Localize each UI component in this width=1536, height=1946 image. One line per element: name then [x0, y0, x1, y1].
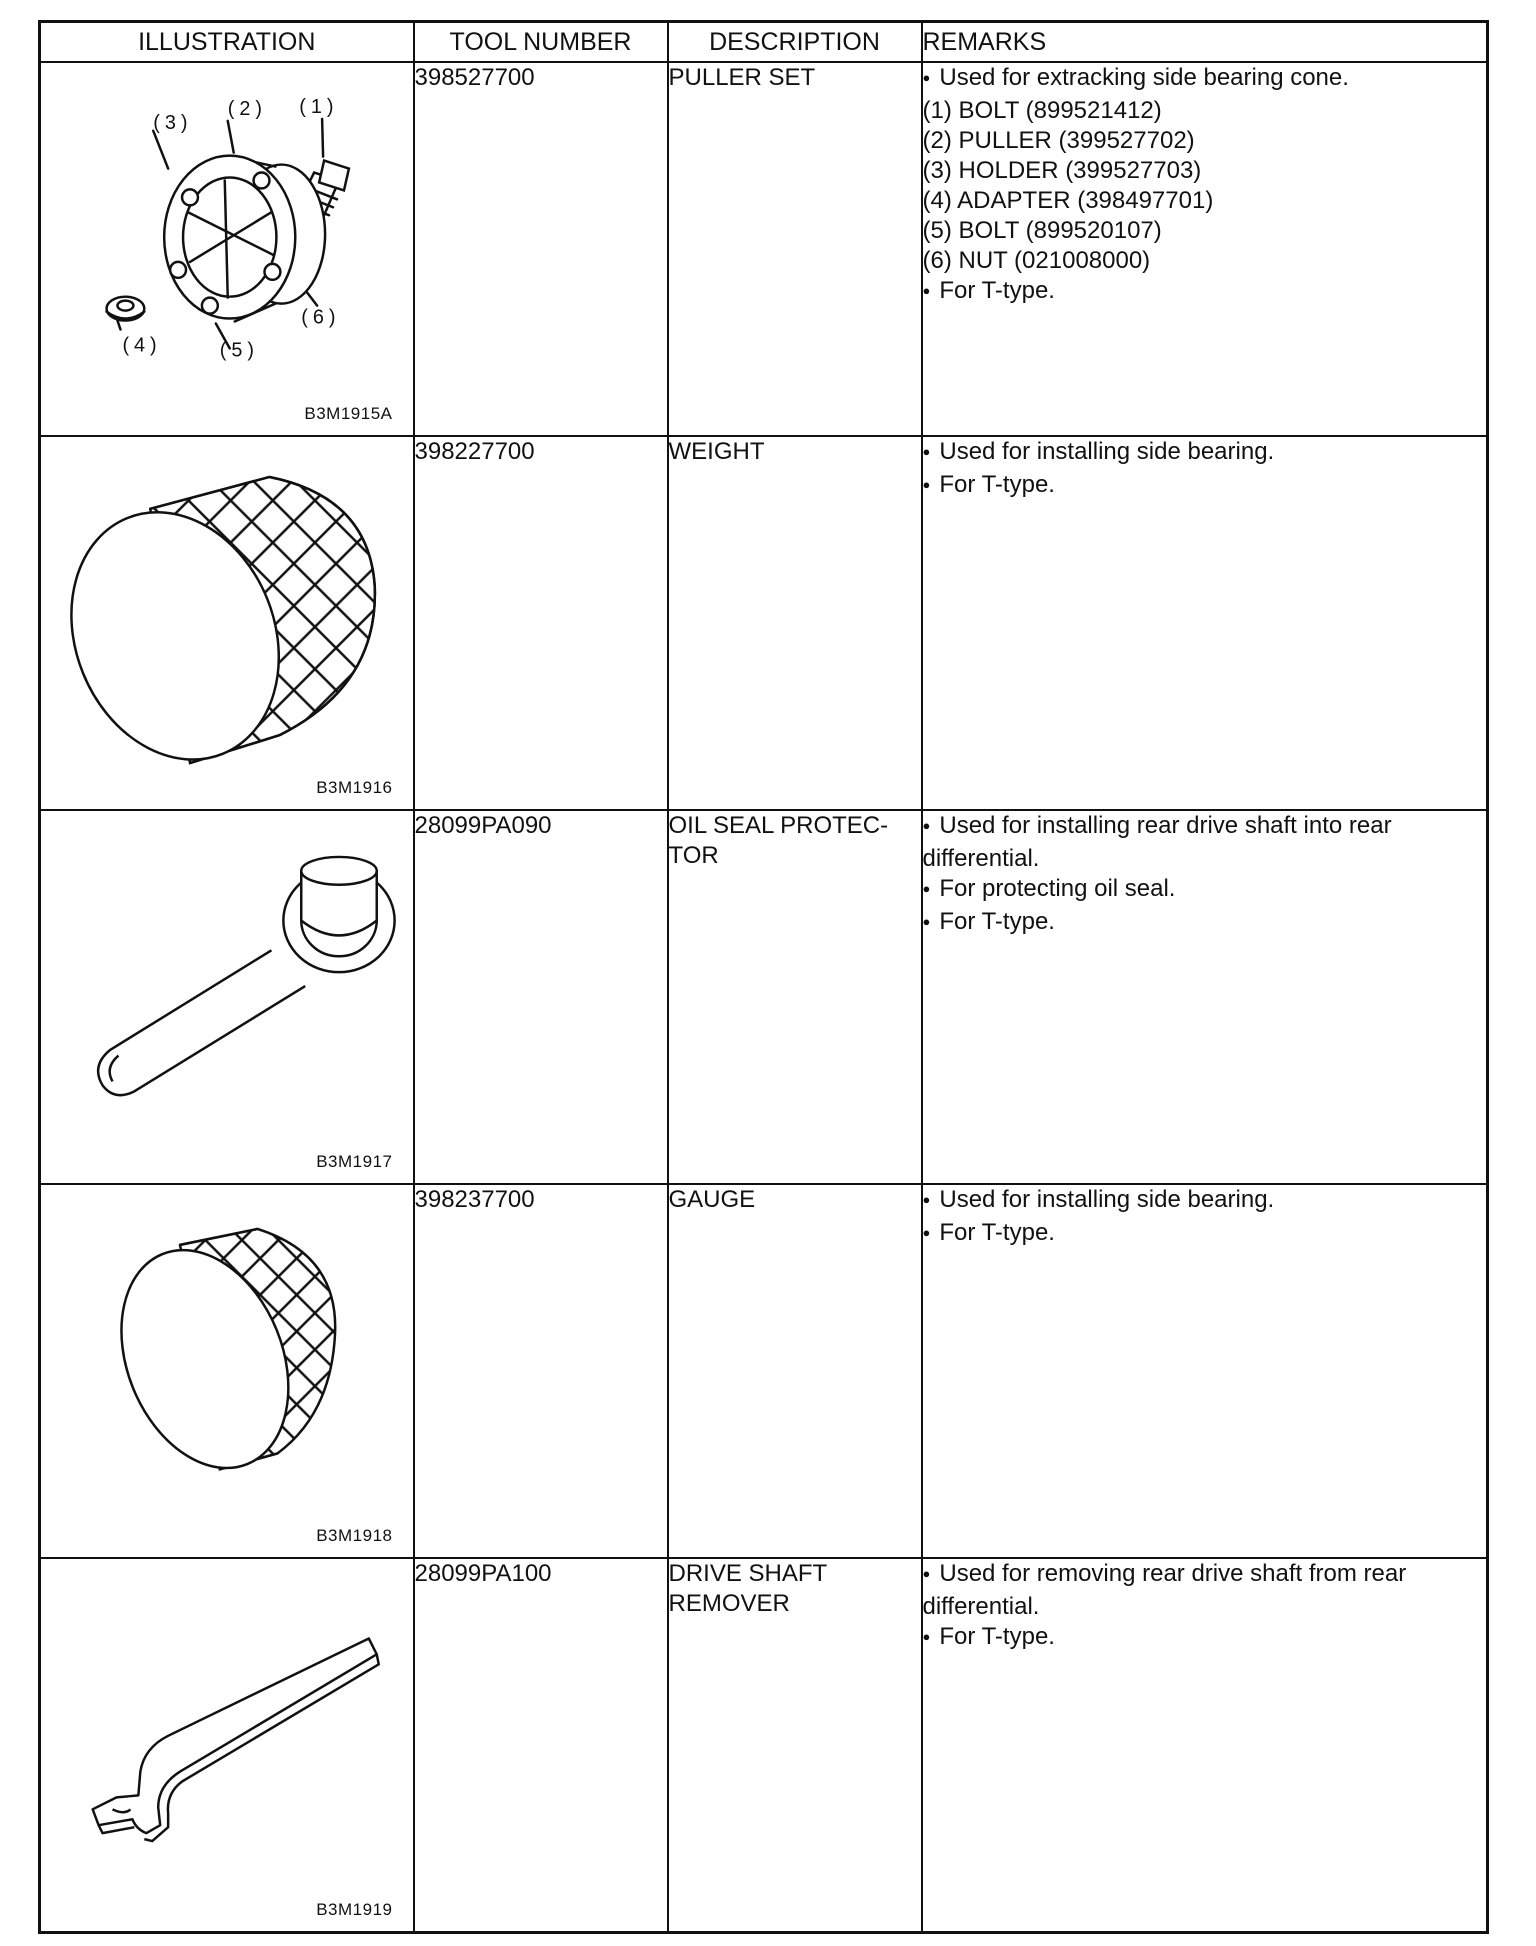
remark-line: ● For T-type. [923, 276, 1487, 309]
figure-code: B3M1915A [304, 404, 393, 423]
tool-number: 28099PA100 [414, 1558, 668, 1932]
remark-line: (6) NUT (021008000) [922, 247, 1151, 274]
callout-6: (6) [301, 306, 341, 329]
special-tools-table [38, 20, 1489, 1934]
remarks [922, 1184, 1488, 1558]
description-line: TOR [668, 842, 719, 869]
tool-number: 398227700 [414, 436, 668, 810]
gauge-illustration [41, 1185, 413, 1557]
remark-line: ● For T-type. [923, 907, 1487, 940]
figure-code: B3M1918 [316, 1526, 393, 1545]
illustration-cell [40, 1184, 414, 1558]
tool-number: 398527700 [414, 62, 668, 436]
header-tool-number: TOOL NUMBER [414, 22, 668, 63]
remarks [922, 436, 1488, 810]
table-row [40, 1184, 1488, 1558]
table-row [40, 62, 1488, 436]
remark-line: (4) ADAPTER (398497701) [922, 187, 1214, 214]
remark-line: ● Used for installing side bearing. [923, 437, 1487, 470]
remark-line: (1) BOLT (899521412) [922, 97, 1162, 124]
puller-set-illustration [41, 63, 413, 435]
callout-4: (4) [122, 334, 162, 357]
remarks [922, 1558, 1488, 1932]
remark-line: (2) PULLER (399527702) [922, 127, 1195, 154]
remark-line: ● Used for installing rear drive shaft into rear [923, 811, 1487, 844]
callout-2: (2) [227, 97, 267, 120]
description [668, 810, 922, 1184]
remark-line: ● For protecting oil seal. [923, 874, 1487, 907]
figure-code: B3M1916 [316, 778, 393, 797]
callout-5: (5) [219, 339, 259, 362]
remark-line: differential. [922, 845, 1040, 872]
remark-line: ● For T-type. [923, 1622, 1487, 1655]
table-row [40, 436, 1488, 810]
description [668, 1558, 922, 1932]
callout-1: (1) [299, 95, 339, 118]
drive-shaft-remover-illustration [41, 1559, 413, 1931]
illustration-cell [40, 810, 414, 1184]
illustration-cell [40, 436, 414, 810]
callout-3: (3) [153, 111, 193, 134]
header-illustration: ILLUSTRATION [40, 22, 414, 63]
description-line: OIL SEAL PROTEC- [668, 812, 889, 839]
illustration-cell [40, 62, 414, 436]
table-row [40, 810, 1488, 1184]
table-row [40, 1558, 1488, 1932]
tool-number: 28099PA090 [414, 810, 668, 1184]
description-line: REMOVER [668, 1590, 790, 1617]
remark-line: differential. [922, 1593, 1040, 1620]
description-line: DRIVE SHAFT [668, 1560, 828, 1587]
remark-line: (5) BOLT (899520107) [922, 217, 1162, 244]
remark-line: ● For T-type. [923, 1218, 1487, 1251]
remark-line: ● Used for extracking side bearing cone. [923, 63, 1487, 96]
illustration-cell [40, 1558, 414, 1932]
header-description: DESCRIPTION [668, 22, 922, 63]
figure-code: B3M1919 [316, 1899, 393, 1919]
weight-illustration [41, 437, 413, 809]
remark-line: (3) HOLDER (399527703) [922, 157, 1202, 184]
remarks [922, 810, 1488, 1184]
header-remarks: REMARKS [922, 22, 1488, 63]
tool-number: 398237700 [414, 1184, 668, 1558]
remark-line: ● Used for installing side bearing. [923, 1185, 1487, 1218]
oil-seal-protector-illustration [41, 811, 413, 1183]
remark-line: ● For T-type. [923, 470, 1487, 503]
description: GAUGE [668, 1184, 922, 1558]
description: WEIGHT [668, 436, 922, 810]
figure-code: B3M1917 [316, 1152, 393, 1171]
remarks [922, 62, 1488, 436]
remark-line: ● Used for removing rear drive shaft from rear [923, 1559, 1487, 1592]
description: PULLER SET [668, 62, 922, 436]
table-header-row [40, 22, 1488, 63]
